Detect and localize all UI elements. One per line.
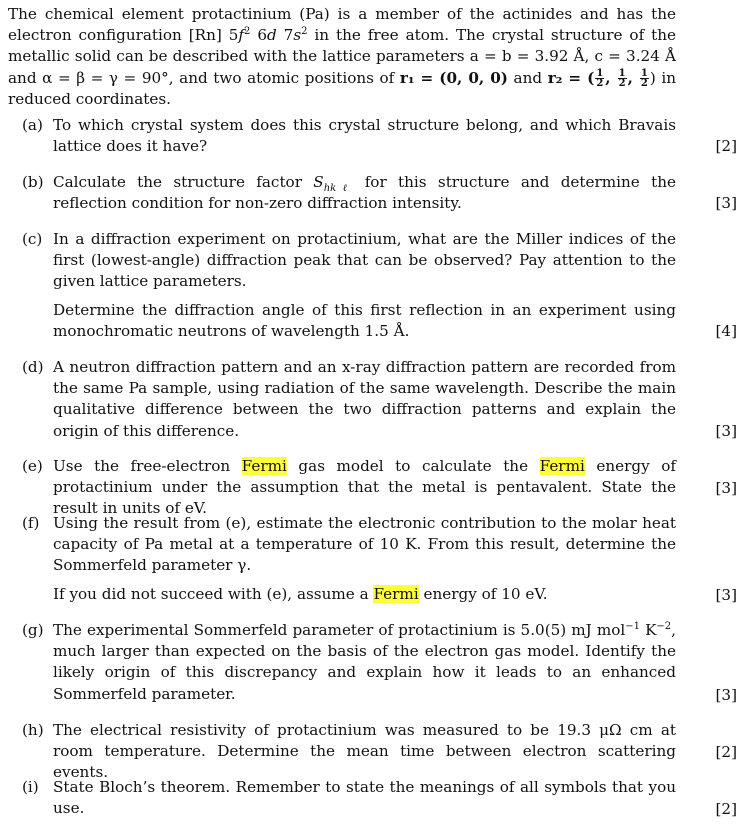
question-text: State Bloch’s theorem. Remember to state the meanings of all symbols that you use.	[53, 778, 676, 818]
question-label: (f)	[22, 514, 40, 532]
question-text: To which crystal system does this crystal structure belong, and which Bravais lattice does it have?	[53, 116, 676, 156]
question-g	[22, 620, 676, 705]
intro-paragraph: The chemical element protactinium (Pa) is a member of the actinides and has the electron configuration [Rn] $5f^2$ 6d $7s^2$ in the free atom. The crystal structure of the metallic solid can be described with the lattice parameters a = b = 3.92 Å, c = 3.24 Å and α = β = γ = 90°, and two atomic positions of r₁ = (0, 0, 0) and r₂ = ( $\frac{1}{2}$ , $\frac{1}{2}$ , $\frac{1}{2}$ ) in reduced coordinates.	[8, 5, 677, 108]
question-label: (d)	[22, 358, 44, 376]
question-i	[22, 777, 676, 819]
question-text-continued: If you did not succeed with (e), assume a Fermi energy of 10 eV.	[53, 584, 548, 603]
resistivity-value: 19.3 μΩ cm	[557, 721, 653, 739]
question-label: (c)	[22, 230, 43, 248]
position-r1: r₁ = (0, 0, 0)	[399, 68, 508, 87]
marks-d: [3]	[715, 422, 737, 440]
highlight-fermi: Fermi	[241, 457, 287, 475]
marks-h: [2]	[715, 743, 737, 761]
question-label: (g)	[22, 621, 44, 639]
question-h	[22, 720, 676, 784]
question-text: Calculate the structure factor $S_{hk\ell}$ for this structure and determine the reflection condition for non-zero diffraction intensity.	[53, 173, 676, 213]
question-text: In a diffraction experiment on protactinium, what are the Miller indices of the first (lowest-angle) diffraction peak that can be observed? Pay attention to the given lattice parameters.	[53, 230, 676, 291]
question-label: (e)	[22, 457, 43, 475]
question-text-continued: Determine the diffraction angle of this first reflection in an experiment using monochromatic neutrons of wavelength 1.5 Å.	[53, 300, 676, 340]
marks-i: [2]	[715, 800, 737, 818]
marks-b: [3]	[715, 194, 737, 212]
question-label: (i)	[22, 778, 39, 796]
marks-c: [4]	[715, 322, 737, 340]
question-text: Use the free-electron Fermi gas model to calculate the Fermi energy of protactinium under the assumption that the metal is pentavalent. State the result in units of eV.	[53, 457, 676, 518]
marks-e: [3]	[715, 479, 737, 497]
question-f	[22, 513, 676, 605]
question-text: The experimental Sommerfeld parameter of protactinium is 5.0(5) mJ mol$^{-1}$ $K^{-2}$, much larger than expected on the basis of the electron gas model. Identify the likely origin of this discrepancy and explain how it leads to an enhanced Sommerfeld parameter.	[53, 620, 676, 703]
position-r2: r₂ = ( $\frac{1}{2}$ , $\frac{1}{2}$ , $\frac{1}{2}$	[547, 68, 648, 90]
highlight-fermi: Fermi	[373, 584, 419, 603]
marks-f: [3]	[715, 586, 737, 604]
question-label: (h)	[22, 721, 44, 739]
question-label: (a)	[22, 116, 43, 134]
marks-g: [3]	[715, 686, 737, 704]
question-b	[22, 172, 676, 214]
sommerfeld-value: 5.0(5) mJ mol	[520, 621, 626, 639]
question-e	[22, 456, 676, 520]
lattice-parameters: a = b = 3.92 Å, c = 3.24 Å and α = β = γ = 90°	[8, 47, 676, 87]
question-c	[22, 229, 676, 342]
question-a	[22, 115, 676, 157]
question-label: (b)	[22, 173, 44, 191]
question-text: A neutron diffraction pattern and an x-ray diffraction pattern are recorded from the same Pa sample, using radiation of the same wavelength. Describe the main qualitative difference between the two diffraction patterns and explain the origin of this difference.	[53, 358, 676, 440]
marks-a: [2]	[715, 137, 737, 155]
question-text: The electrical resistivity of protactinium was measured to be 19.3 μΩ cm at room temperature. Determine the mean time between electron scattering events.	[53, 721, 676, 782]
highlight-fermi: Fermi	[539, 457, 585, 475]
question-d	[22, 357, 676, 442]
question-text: Using the result from (e), estimate the electronic contribution to the molar heat capacity of Pa metal at a temperature of 10 K. From this result, determine the Sommerfeld parameter γ.	[53, 514, 676, 575]
